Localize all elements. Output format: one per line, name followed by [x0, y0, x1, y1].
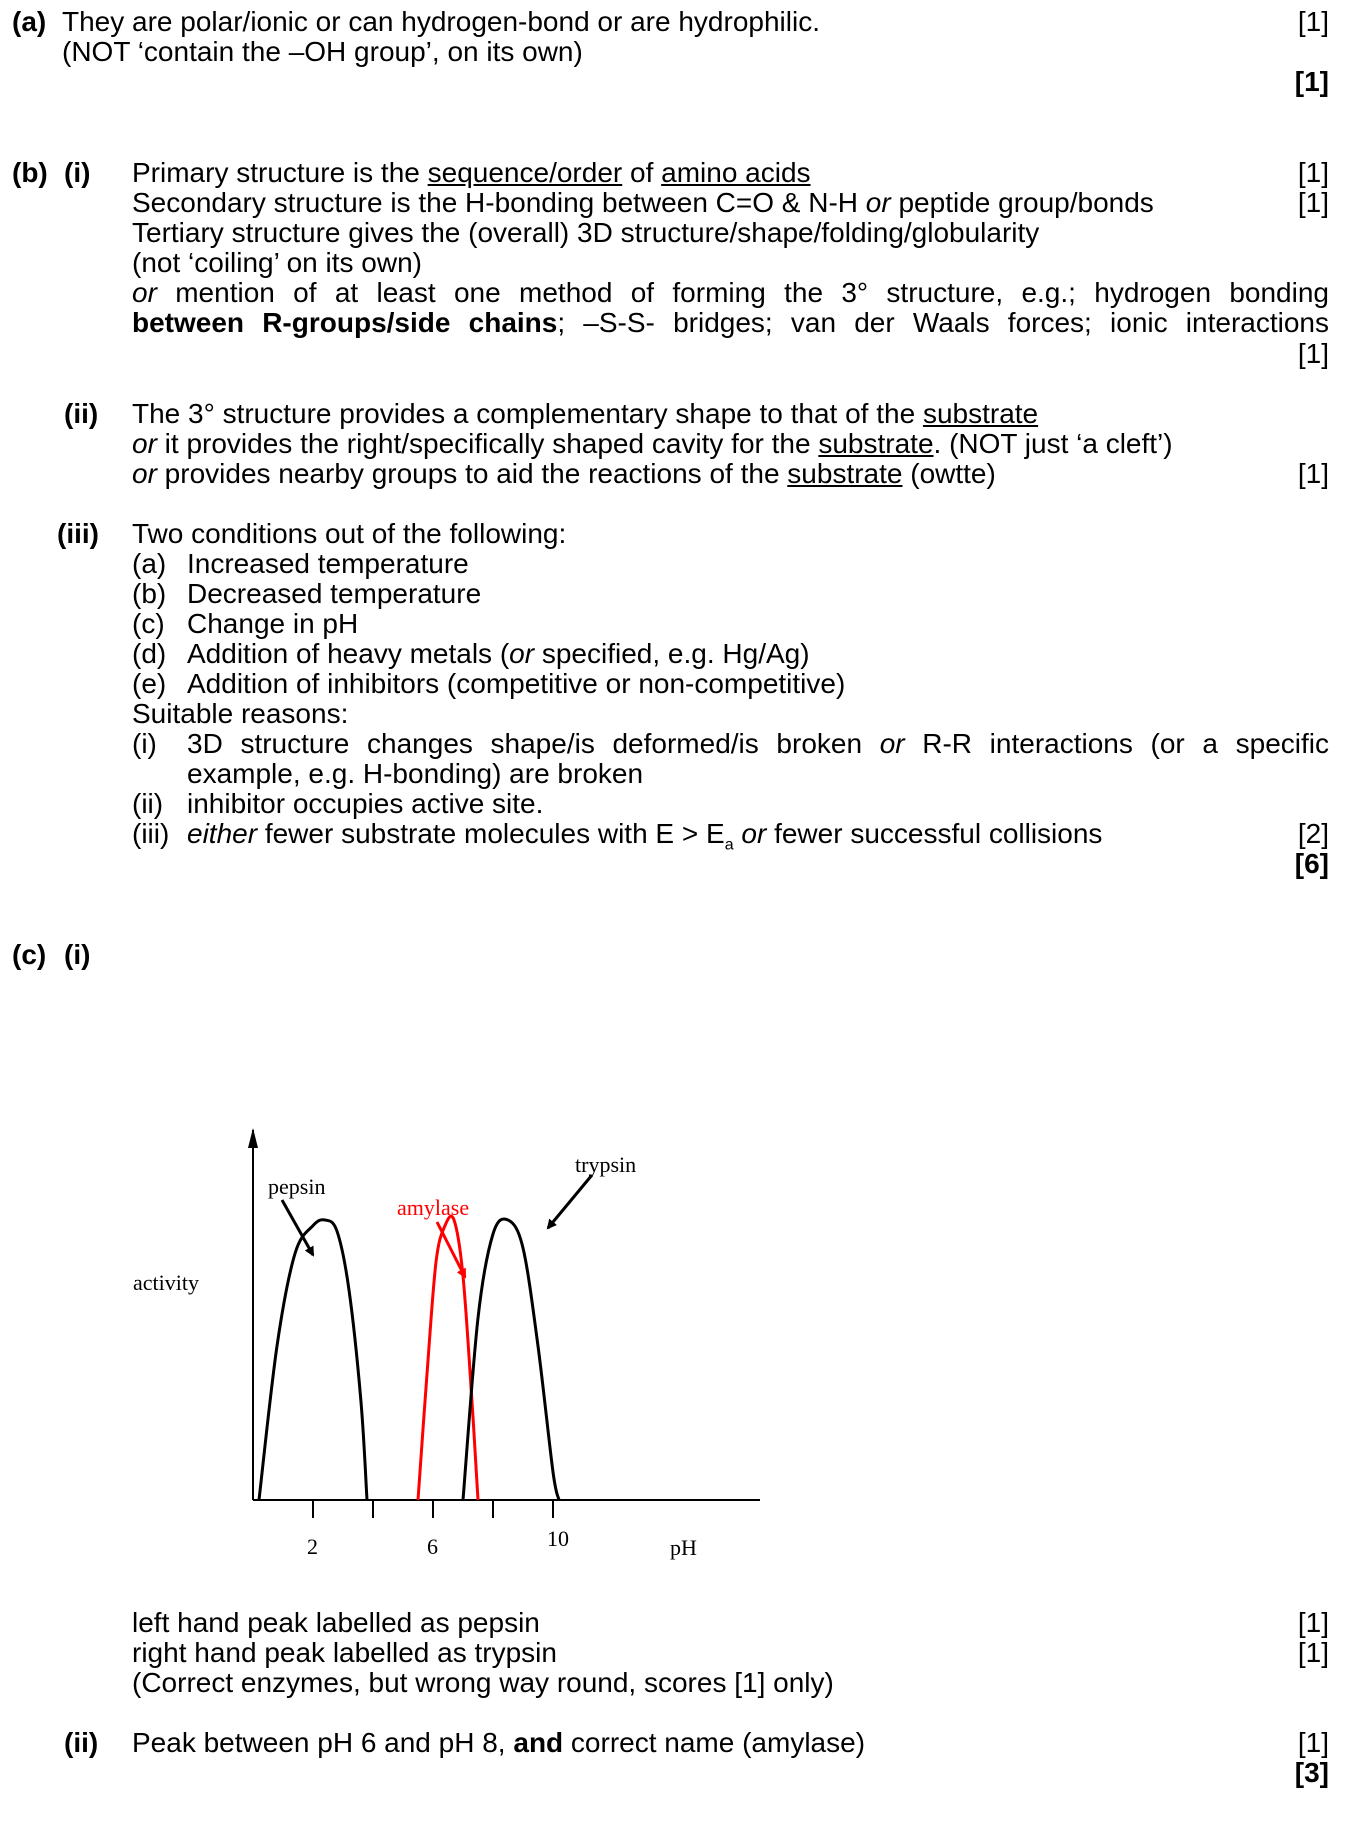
b-ii-line1: The 3° structure provides a complementary shape to that of the substrate — [132, 398, 1039, 429]
part-b-label: (b) — [12, 157, 48, 188]
c-i-line3: (Correct enzymes, but wrong way round, scores [1] only) — [132, 1667, 834, 1698]
x-tick-label: 6 — [427, 1534, 438, 1559]
part-a-label: (a) — [12, 6, 47, 37]
c-i-line2: right hand peak labelled as trypsin — [132, 1637, 557, 1668]
reason-key: (i) — [132, 728, 157, 759]
b-i-line6: between R-groups/side chains; –S-S- bridges; van der Waals forces; ionic interactions — [132, 307, 1329, 338]
mark: [1] — [1297, 6, 1329, 37]
trypsin-pointer — [548, 1175, 592, 1228]
series-curve-pepsin — [259, 1220, 367, 1500]
part-c-i-label: (i) — [64, 939, 91, 970]
mark: [1] — [1297, 157, 1329, 188]
series-label-trypsin: trypsin — [575, 1152, 637, 1177]
y-axis-label: activity — [133, 1270, 199, 1295]
b-ii-line3: or provides nearby groups to aid the reactions of the substrate (owtte) — [132, 458, 996, 489]
b-ii-line2: or it provides the right/specifically shaped cavity for the substrate. (NOT just ‘a cleft’) — [132, 428, 1173, 459]
x-tick-label: 10 — [547, 1526, 569, 1551]
x-tick-label: 2 — [307, 1534, 318, 1559]
reason-1-line1: 3D structure changes shape/is deformed/is broken or R-R interactions (or a specific — [187, 728, 1329, 759]
mark: [2] — [1297, 818, 1329, 849]
mark: [1] — [1297, 1637, 1329, 1668]
c-ii-line: Peak between pH 6 and pH 8, and correct name (amylase) — [132, 1727, 866, 1758]
b-i-line1: Primary structure is the sequence/order of amino acids — [132, 157, 811, 188]
condition-key: (b) — [132, 578, 167, 609]
part-b-ii-label: (ii) — [64, 398, 99, 429]
part-c-total: [3] — [1294, 1757, 1329, 1788]
reason-1-line2: example, e.g. H-bonding) are broken — [187, 758, 644, 789]
condition-text: Increased temperature — [187, 548, 469, 579]
mark: [1] — [1297, 1727, 1329, 1758]
series-curve-amylase — [418, 1216, 478, 1500]
condition-text: Decreased temperature — [187, 578, 482, 609]
part-b-iii-label: (iii) — [57, 518, 99, 549]
part-a-line2: (NOT ‘contain the –OH group’, on its own) — [62, 36, 583, 67]
series-label-pepsin: pepsin — [268, 1174, 326, 1199]
mark: [1] — [1297, 338, 1329, 369]
part-c-label: (c) — [12, 939, 47, 970]
reason-key: (iii) — [132, 818, 170, 849]
reason-3: either fewer substrate molecules with $E > E_a$ or fewer successful collisions — [187, 818, 1103, 854]
condition-text: Addition of heavy metals (or specified, e.g. Hg/Ag) — [187, 638, 810, 669]
condition-key: (e) — [132, 668, 167, 699]
b-i-line5: or mention of at least one method of forming the 3° structure, e.g.; hydrogen bonding — [132, 277, 1329, 308]
c-i-line1: left hand peak labelled as pepsin — [132, 1607, 540, 1638]
y-axis-arrowhead — [248, 1128, 258, 1148]
part-a-line1: They are polar/ionic or can hydrogen-bond or are hydrophilic. — [62, 6, 820, 37]
part-c-ii-label: (ii) — [64, 1727, 99, 1758]
part-b-total: [6] — [1294, 848, 1329, 879]
part-b-i-label: (i) — [64, 157, 91, 188]
condition-key: (a) — [132, 548, 167, 579]
condition-text: Addition of inhibitors (competitive or non-competitive) — [187, 668, 846, 699]
b-iii-intro: Two conditions out of the following: — [132, 518, 567, 549]
mark: [1] — [1297, 458, 1329, 489]
part-a-total: [1] — [1294, 66, 1329, 97]
condition-text: Change in pH — [187, 608, 359, 639]
mark: [1] — [1297, 187, 1329, 218]
b-i-line4: (not ‘coiling’ on its own) — [132, 247, 422, 278]
reason-2: inhibitor occupies active site. — [187, 788, 544, 819]
series-curve-trypsin — [463, 1219, 559, 1500]
condition-key: (d) — [132, 638, 167, 669]
series-label-amylase: amylase — [397, 1195, 470, 1220]
b-i-line2: Secondary structure is the H-bonding between C=O & N-H or peptide group/bonds — [132, 187, 1154, 218]
reason-key: (ii) — [132, 788, 164, 819]
b-i-line3: Tertiary structure gives the (overall) 3D structure/shape/folding/globularity — [132, 217, 1040, 248]
condition-key: (c) — [132, 608, 165, 639]
mark: [1] — [1297, 1607, 1329, 1638]
reasons-intro: Suitable reasons: — [132, 698, 349, 729]
x-axis-label: pH — [670, 1535, 697, 1560]
